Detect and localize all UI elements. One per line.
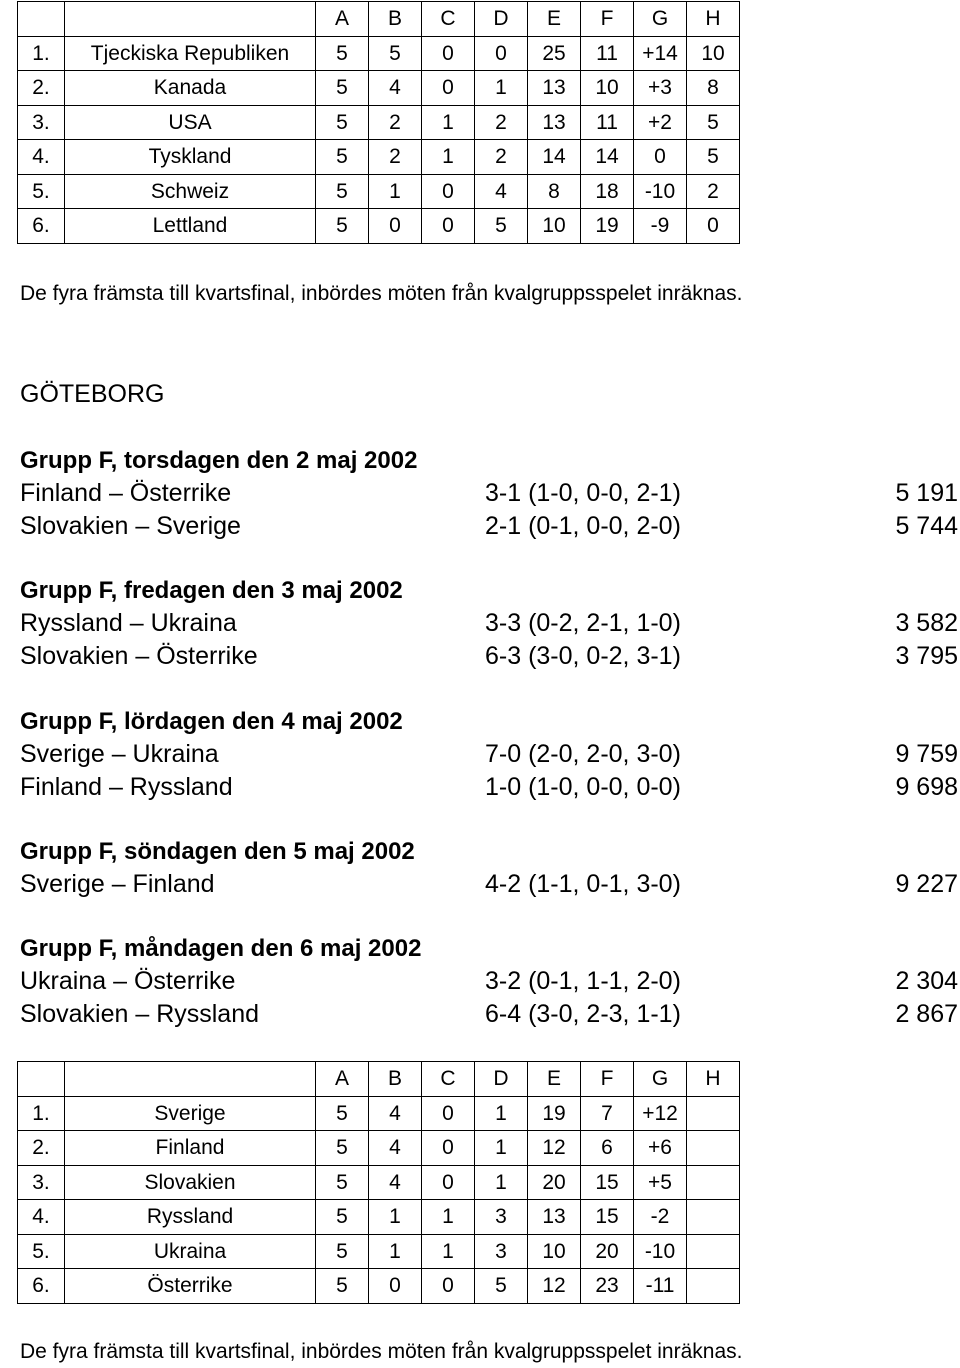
stat-cell: 1 bbox=[422, 1234, 475, 1269]
game-score: 6-3 (3-0, 0-2, 3-1) bbox=[485, 642, 681, 670]
game-score: 3-2 (0-1, 1-1, 2-0) bbox=[485, 967, 681, 995]
qualification-note: De fyra främsta till kvartsfinal, inbördes möten från kvalgruppsspelet inräknas. bbox=[20, 282, 743, 305]
rank-cell: 3. bbox=[18, 1165, 65, 1200]
stat-cell: 5 bbox=[316, 36, 369, 71]
match-day bbox=[20, 444, 960, 543]
stat-cell: 18 bbox=[581, 174, 634, 209]
column-header: B bbox=[369, 1062, 422, 1097]
table-row bbox=[18, 1131, 740, 1166]
stat-cell: 14 bbox=[528, 140, 581, 175]
column-header: C bbox=[422, 2, 475, 37]
stat-cell: 13 bbox=[528, 1200, 581, 1235]
stat-cell: 12 bbox=[528, 1131, 581, 1166]
game-score: 1-0 (1-0, 0-0, 0-0) bbox=[485, 773, 681, 801]
game-attendance: 9 698 bbox=[895, 773, 958, 801]
stat-cell: 10 bbox=[528, 209, 581, 244]
match-day-title: Grupp F, fredagen den 3 maj 2002 bbox=[20, 577, 403, 604]
team-cell: Ryssland bbox=[65, 1200, 316, 1235]
column-header: A bbox=[316, 2, 369, 37]
column-header: E bbox=[528, 2, 581, 37]
team-cell: Österrike bbox=[65, 1269, 316, 1304]
rank-cell: 1. bbox=[18, 36, 65, 71]
team-cell: Finland bbox=[65, 1131, 316, 1166]
table-row bbox=[18, 1096, 740, 1131]
stat-cell: 0 bbox=[422, 1165, 475, 1200]
match-day-title: Grupp F, lördagen den 4 maj 2002 bbox=[20, 708, 403, 735]
stat-cell: 20 bbox=[581, 1234, 634, 1269]
stat-cell: 4 bbox=[369, 1096, 422, 1131]
game-score: 4-2 (1-1, 0-1, 3-0) bbox=[485, 870, 681, 898]
match-day bbox=[20, 835, 960, 901]
stat-cell: 1 bbox=[369, 1234, 422, 1269]
stat-cell: 19 bbox=[528, 1096, 581, 1131]
stat-cell: 1 bbox=[369, 1200, 422, 1235]
game-row bbox=[20, 868, 960, 901]
qualification-note: De fyra främsta till kvartsfinal, inbördes möten från kvalgruppsspelet inräknas. bbox=[20, 1340, 743, 1363]
header-row bbox=[18, 2, 740, 37]
game-row bbox=[20, 607, 960, 640]
rank-cell: 2. bbox=[18, 1131, 65, 1166]
stat-cell bbox=[687, 1131, 740, 1166]
stat-cell: +5 bbox=[634, 1165, 687, 1200]
stat-cell: 3 bbox=[475, 1200, 528, 1235]
game-row bbox=[20, 965, 960, 998]
stat-cell: -2 bbox=[634, 1200, 687, 1235]
game-row bbox=[20, 477, 960, 510]
game-teams: Ryssland – Ukraina bbox=[20, 609, 237, 637]
stat-cell: 5 bbox=[316, 1200, 369, 1235]
standings-table-body bbox=[18, 2, 740, 244]
stat-cell: 13 bbox=[528, 105, 581, 140]
team-cell: Schweiz bbox=[65, 174, 316, 209]
game-teams: Slovakien – Sverige bbox=[20, 512, 241, 540]
stat-cell: 1 bbox=[422, 140, 475, 175]
match-day-title: Grupp F, måndagen den 6 maj 2002 bbox=[20, 935, 422, 962]
stat-cell: 25 bbox=[528, 36, 581, 71]
game-teams: Finland – Ryssland bbox=[20, 773, 233, 801]
stat-cell: 1 bbox=[475, 1096, 528, 1131]
stat-cell: 5 bbox=[475, 1269, 528, 1304]
table-row bbox=[18, 1269, 740, 1304]
stat-cell: 1 bbox=[422, 105, 475, 140]
game-attendance: 9 759 bbox=[895, 740, 958, 768]
stat-cell: 5 bbox=[687, 105, 740, 140]
table-row bbox=[18, 1234, 740, 1269]
stat-cell: 5 bbox=[316, 209, 369, 244]
stat-cell: 1 bbox=[475, 1165, 528, 1200]
city-heading: GÖTEBORG bbox=[20, 380, 165, 408]
column-header: F bbox=[581, 1062, 634, 1097]
team-cell: Tyskland bbox=[65, 140, 316, 175]
stat-cell: 1 bbox=[422, 1200, 475, 1235]
column-header: E bbox=[528, 1062, 581, 1097]
header-row bbox=[18, 1062, 740, 1097]
rank-cell: 3. bbox=[18, 105, 65, 140]
stat-cell: 4 bbox=[369, 71, 422, 106]
stat-cell: 11 bbox=[581, 105, 634, 140]
stat-cell: 0 bbox=[687, 209, 740, 244]
game-attendance: 5 191 bbox=[895, 479, 958, 507]
stat-cell: 0 bbox=[422, 1096, 475, 1131]
rank-cell: 6. bbox=[18, 1269, 65, 1304]
game-attendance: 3 582 bbox=[895, 609, 958, 637]
stat-cell: 1 bbox=[475, 1131, 528, 1166]
stat-cell: 10 bbox=[581, 71, 634, 106]
match-day bbox=[20, 932, 960, 1031]
blank-header-cell bbox=[18, 2, 65, 37]
standings-table-group-f bbox=[17, 1061, 740, 1304]
stat-cell: 5 bbox=[316, 1096, 369, 1131]
blank-header-cell bbox=[65, 1062, 316, 1097]
stat-cell: +6 bbox=[634, 1131, 687, 1166]
match-day-title: Grupp F, torsdagen den 2 maj 2002 bbox=[20, 447, 418, 474]
game-score: 6-4 (3-0, 2-3, 1-1) bbox=[485, 1000, 681, 1028]
stat-cell: 3 bbox=[475, 1234, 528, 1269]
stat-cell: -11 bbox=[634, 1269, 687, 1304]
team-cell: Kanada bbox=[65, 71, 316, 106]
stat-cell: 2 bbox=[369, 105, 422, 140]
game-row bbox=[20, 510, 960, 543]
stat-cell bbox=[687, 1200, 740, 1235]
rank-cell: 1. bbox=[18, 1096, 65, 1131]
game-score: 7-0 (2-0, 2-0, 3-0) bbox=[485, 740, 681, 768]
stat-cell: 0 bbox=[422, 1131, 475, 1166]
stat-cell: 7 bbox=[581, 1096, 634, 1131]
stat-cell: 5 bbox=[475, 209, 528, 244]
column-header: F bbox=[581, 2, 634, 37]
table-row bbox=[18, 36, 740, 71]
stat-cell: 4 bbox=[369, 1131, 422, 1166]
table-row bbox=[18, 105, 740, 140]
stat-cell: 6 bbox=[581, 1131, 634, 1166]
stat-cell: 5 bbox=[316, 174, 369, 209]
column-header: H bbox=[687, 1062, 740, 1097]
game-score: 3-1 (1-0, 0-0, 2-1) bbox=[485, 479, 681, 507]
stat-cell: 5 bbox=[369, 36, 422, 71]
table-row bbox=[18, 1200, 740, 1235]
stat-cell: 8 bbox=[528, 174, 581, 209]
game-attendance: 3 795 bbox=[895, 642, 958, 670]
stat-cell: 5 bbox=[316, 71, 369, 106]
game-score: 2-1 (0-1, 0-0, 2-0) bbox=[485, 512, 681, 540]
match-day bbox=[20, 574, 960, 673]
stat-cell: 2 bbox=[369, 140, 422, 175]
team-cell: Tjeckiska Republiken bbox=[65, 36, 316, 71]
stat-cell: 5 bbox=[316, 1234, 369, 1269]
game-row bbox=[20, 640, 960, 673]
stat-cell: +2 bbox=[634, 105, 687, 140]
stat-cell: 0 bbox=[422, 71, 475, 106]
game-teams: Sverige – Ukraina bbox=[20, 740, 219, 768]
stat-cell: -10 bbox=[634, 1234, 687, 1269]
stat-cell: 5 bbox=[687, 140, 740, 175]
stat-cell: 2 bbox=[475, 105, 528, 140]
stat-cell: 2 bbox=[475, 140, 528, 175]
game-row bbox=[20, 738, 960, 771]
column-header: H bbox=[687, 2, 740, 37]
stat-cell: 1 bbox=[475, 71, 528, 106]
stat-cell: 19 bbox=[581, 209, 634, 244]
table-row bbox=[18, 140, 740, 175]
stat-cell: 0 bbox=[475, 36, 528, 71]
game-teams: Slovakien – Ryssland bbox=[20, 1000, 260, 1028]
table-row bbox=[18, 71, 740, 106]
stat-cell: 0 bbox=[422, 209, 475, 244]
blank-header-cell bbox=[65, 2, 316, 37]
game-teams: Slovakien – Österrike bbox=[20, 642, 258, 670]
game-teams: Finland – Österrike bbox=[20, 479, 232, 507]
match-day-title: Grupp F, söndagen den 5 maj 2002 bbox=[20, 838, 415, 865]
stat-cell: 15 bbox=[581, 1165, 634, 1200]
stat-cell: -10 bbox=[634, 174, 687, 209]
team-cell: Slovakien bbox=[65, 1165, 316, 1200]
stat-cell: 0 bbox=[634, 140, 687, 175]
stat-cell: +3 bbox=[634, 71, 687, 106]
stat-cell: 0 bbox=[422, 36, 475, 71]
rank-cell: 5. bbox=[18, 174, 65, 209]
game-row bbox=[20, 998, 960, 1031]
game-score: 3-3 (0-2, 2-1, 1-0) bbox=[485, 609, 681, 637]
stat-cell: 20 bbox=[528, 1165, 581, 1200]
stat-cell: +12 bbox=[634, 1096, 687, 1131]
stat-cell: 5 bbox=[316, 1269, 369, 1304]
stat-cell: 14 bbox=[581, 140, 634, 175]
stat-cell: 10 bbox=[528, 1234, 581, 1269]
rank-cell: 6. bbox=[18, 209, 65, 244]
table-row bbox=[18, 209, 740, 244]
column-header: A bbox=[316, 1062, 369, 1097]
game-teams: Sverige – Finland bbox=[20, 870, 215, 898]
stat-cell: 10 bbox=[687, 36, 740, 71]
team-cell: Ukraina bbox=[65, 1234, 316, 1269]
game-row bbox=[20, 771, 960, 804]
standings-table-body bbox=[18, 1062, 740, 1304]
stat-cell: 5 bbox=[316, 1131, 369, 1166]
table-row bbox=[18, 1165, 740, 1200]
game-attendance: 2 867 bbox=[895, 1000, 958, 1028]
stat-cell: +14 bbox=[634, 36, 687, 71]
team-cell: Sverige bbox=[65, 1096, 316, 1131]
stat-cell: 5 bbox=[316, 1165, 369, 1200]
rank-cell: 4. bbox=[18, 140, 65, 175]
stat-cell: 4 bbox=[369, 1165, 422, 1200]
stat-cell: 5 bbox=[316, 105, 369, 140]
stat-cell: 0 bbox=[369, 1269, 422, 1304]
column-header: B bbox=[369, 2, 422, 37]
column-header: G bbox=[634, 2, 687, 37]
stat-cell bbox=[687, 1234, 740, 1269]
column-header: D bbox=[475, 1062, 528, 1097]
stat-cell: 0 bbox=[369, 209, 422, 244]
game-attendance: 9 227 bbox=[895, 870, 958, 898]
stat-cell: 1 bbox=[369, 174, 422, 209]
rank-cell: 5. bbox=[18, 1234, 65, 1269]
stat-cell: 13 bbox=[528, 71, 581, 106]
stat-cell bbox=[687, 1269, 740, 1304]
stat-cell: 11 bbox=[581, 36, 634, 71]
stat-cell: 2 bbox=[687, 174, 740, 209]
match-day bbox=[20, 705, 960, 804]
stat-cell: 15 bbox=[581, 1200, 634, 1235]
rank-cell: 2. bbox=[18, 71, 65, 106]
standings-table-group-1 bbox=[17, 1, 740, 244]
column-header: D bbox=[475, 2, 528, 37]
stat-cell: -9 bbox=[634, 209, 687, 244]
team-cell: USA bbox=[65, 105, 316, 140]
team-cell: Lettland bbox=[65, 209, 316, 244]
stat-cell bbox=[687, 1096, 740, 1131]
stat-cell: 23 bbox=[581, 1269, 634, 1304]
stat-cell: 5 bbox=[316, 140, 369, 175]
stat-cell: 0 bbox=[422, 174, 475, 209]
blank-header-cell bbox=[18, 1062, 65, 1097]
stat-cell bbox=[687, 1165, 740, 1200]
column-header: G bbox=[634, 1062, 687, 1097]
game-attendance: 2 304 bbox=[895, 967, 958, 995]
stat-cell: 12 bbox=[528, 1269, 581, 1304]
rank-cell: 4. bbox=[18, 1200, 65, 1235]
stat-cell: 8 bbox=[687, 71, 740, 106]
game-attendance: 5 744 bbox=[895, 512, 958, 540]
stat-cell: 4 bbox=[475, 174, 528, 209]
column-header: C bbox=[422, 1062, 475, 1097]
game-teams: Ukraina – Österrike bbox=[20, 967, 236, 995]
table-row bbox=[18, 174, 740, 209]
stat-cell: 0 bbox=[422, 1269, 475, 1304]
